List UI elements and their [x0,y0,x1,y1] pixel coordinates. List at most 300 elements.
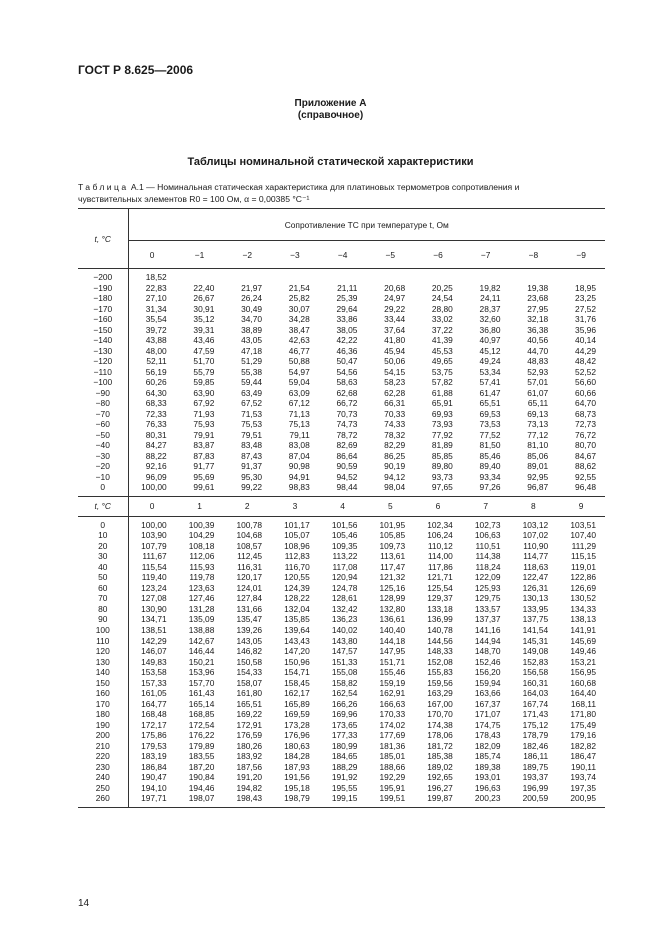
resistance-cell: 112,06 [189,551,215,562]
resistance-cell: 101,95 [379,519,406,530]
resistance-cell: 176,96 [284,730,310,741]
resistance-cell: 81,50 [479,440,501,451]
resistance-cell: 186,11 [523,751,549,762]
table-row [78,751,605,762]
table-row [78,741,605,752]
resistance-cell: 169,22 [236,709,263,720]
table-row [78,688,605,699]
resistance-cell: 113,22 [332,551,358,562]
temperature-cell: 150 [78,678,128,689]
temperature-cell: −200 [78,272,128,283]
resistance-cell: 136,61 [379,614,406,625]
temperature-cell: 0 [78,482,128,493]
resistance-cell: 80,31 [145,429,167,440]
resistance-cell: 69,53 [479,408,501,419]
resistance-cell: 118,63 [523,561,549,572]
table-row [78,335,605,346]
temperature-cell: 260 [78,793,128,804]
resistance-cell: 63,90 [193,387,215,398]
resistance-cell: 131,28 [188,603,215,614]
table-row [78,356,605,367]
resistance-cell: 139,64 [284,624,310,635]
resistance-cell: 127,46 [188,593,215,604]
resistance-cell: 176,22 [188,730,215,741]
table-row [78,346,605,357]
resistance-cell: 167,74 [522,698,549,709]
resistance-cell: 152,08 [427,656,453,667]
resistance-cell: 138,51 [141,624,167,635]
resistance-cell: 51,29 [241,356,263,367]
resistance-cell: 153,58 [141,667,167,678]
resistance-cell: 37,64 [384,324,406,335]
resistance-cell: 126,69 [570,582,596,593]
resistance-cell: 137,37 [474,614,501,625]
temperature-cell: −140 [78,335,128,346]
resistance-cell: 68,73 [575,408,596,419]
annex-kind: (справочное) [297,110,364,121]
table-row [78,530,605,541]
resistance-cell: 62,68 [336,387,358,398]
resistance-cell: 130,52 [570,593,596,604]
temperature-cell: 240 [78,772,128,783]
resistance-cell: 30,49 [241,303,263,314]
resistance-cell: 197,71 [141,793,167,804]
table-row [78,377,605,388]
resistance-cell: 102,73 [474,519,501,530]
resistance-cell: 103,90 [141,530,167,541]
resistance-cell: 46,36 [336,345,358,356]
resistance-cell: 37,22 [431,324,453,335]
resistance-cell: 167,00 [427,698,453,709]
resistance-cell: 65,11 [527,398,549,409]
column-header: 2 [223,496,271,516]
resistance-cell: 40,56 [527,335,549,346]
resistance-cell: 145,69 [570,635,596,646]
table-row [78,625,605,636]
resistance-cell: 49,65 [431,356,453,367]
resistance-cell: 140,78 [427,624,453,635]
resistance-cell: 57,01 [527,377,549,388]
resistance-cell: 150,58 [236,656,263,667]
resistance-cell: 77,52 [479,429,501,440]
resistance-cell: 67,52 [241,398,263,409]
resistance-cell: 80,70 [575,440,596,451]
resistance-cell: 119,78 [189,572,215,583]
resistance-cell: 165,51 [236,698,263,709]
resistance-cell: 64,70 [575,398,596,409]
resistance-cell: 178,06 [427,730,453,741]
resistance-cell: 50,06 [384,356,406,367]
table-row [78,667,605,678]
resistance-cell: 25,39 [336,293,358,304]
resistance-cell: 147,20 [284,646,310,657]
resistance-cell: 112,83 [284,551,310,562]
caption-line1: А.1 — Номинальная статическая характеристика для платиновых термометров сопротивления и [130,182,520,192]
resistance-cell: 140,02 [331,624,358,635]
resistance-cell: 88,62 [575,461,596,472]
resistance-cell: 104,29 [188,530,215,541]
resistance-cell: 109,35 [331,540,358,551]
table-row [78,646,605,657]
resistance-cell: 164,03 [522,688,549,699]
resistance-cell: 54,97 [288,366,310,377]
resistance-cell: 133,18 [427,603,453,614]
resistance-cell [366,272,414,283]
resistance-cell: 172,54 [188,719,215,730]
resistance-cell: 159,19 [379,677,406,688]
table-row [78,604,605,615]
resistance-cell: 73,53 [479,419,501,430]
temperature-cell: 80 [78,604,128,615]
resistance-cell: 142,67 [188,635,215,646]
column-header: 4 [319,496,367,516]
temperature-cell: 140 [78,667,128,678]
resistance-cell: 162,91 [379,688,406,699]
table-row [78,772,605,783]
resistance-cell: 115,93 [189,561,215,572]
resistance-cell: 130,90 [141,603,167,614]
resistance-cell: 128,99 [379,593,406,604]
resistance-cell: 197,35 [570,782,596,793]
resistance-cell: 45,94 [384,345,406,356]
resistance-cell: 181,72 [427,740,453,751]
resistance-cell: 143,43 [284,635,310,646]
temperature-cell: 170 [78,699,128,710]
resistance-cell: 61,07 [527,387,549,398]
resistance-cell: 51,70 [193,356,215,367]
resistance-cell: 161,43 [188,688,215,699]
resistance-cell: 108,96 [284,540,310,551]
resistance-cell: 87,04 [288,450,310,461]
resistance-cell: 122,47 [522,572,549,583]
resistance-cell: 116,70 [284,561,310,572]
resistance-cell: 41,39 [431,335,453,346]
resistance-cell: 45,12 [479,345,501,356]
table-row [78,283,605,294]
resistance-cell: 183,92 [236,751,263,762]
resistance-cell: 71,13 [288,408,310,419]
resistance-cell: 96,09 [145,471,167,482]
column-header: −9 [557,241,605,269]
resistance-cell: 60,66 [575,387,596,398]
resistance-cell: 70,73 [336,408,358,419]
resistance-cell: 196,63 [474,782,501,793]
resistance-cell: 29,64 [336,303,358,314]
resistance-cell: 180,99 [331,740,358,751]
resistance-cell: 108,18 [188,540,215,551]
table-caption [78,182,602,205]
resistance-cell [510,272,558,283]
resistance-cell: 100,78 [236,519,263,530]
resistance-cell: 100,00 [141,519,167,530]
column-header: −5 [366,241,414,269]
resistance-cell: 90,98 [288,461,310,472]
resistance-cell: 178,43 [474,730,501,741]
resistance-cell: 83,87 [193,440,215,451]
resistance-cell: 26,24 [241,293,263,304]
resistance-cell [462,272,510,283]
table-row [78,636,605,647]
resistance-cell: 66,72 [336,398,358,409]
resistance-cell: 127,84 [236,593,263,604]
resistance-cell: 22,40 [193,282,215,293]
resistance-cell: 97,26 [479,482,501,493]
resistance-cell: 107,40 [570,530,596,541]
column-header: 9 [557,496,605,516]
resistance-cell: 195,91 [379,782,406,793]
resistance-cell: 146,44 [188,646,215,657]
resistance-cell: 90,59 [336,461,358,472]
temperature-cell: −170 [78,304,128,315]
resistance-cell: 52,11 [146,356,167,367]
table-row [78,520,605,531]
resistance-cell: 152,46 [474,656,501,667]
resistance-cell: 40,14 [575,335,596,346]
table-row [78,419,605,430]
resistance-cell: 28,80 [431,303,453,314]
resistance-cell: 191,20 [236,772,263,783]
resistance-cell: 77,12 [527,429,549,440]
resistance-cell: 162,54 [331,688,358,699]
resistance-cell: 157,70 [188,677,215,688]
resistance-cell: 146,82 [236,646,263,657]
temperature-cell: −150 [78,325,128,336]
resistance-cell: 182,46 [522,740,549,751]
temperature-cell: −190 [78,283,128,294]
resistance-cell: 199,51 [379,793,406,804]
resistance-cell: 173,28 [284,719,310,730]
resistance-cell: 30,07 [288,303,310,314]
resistance-cell: 148,70 [474,646,501,657]
resistance-cell: 168,48 [141,709,167,720]
resistance-cell: 36,38 [527,324,549,335]
resistance-cell: 195,18 [284,782,310,793]
resistance-cell: 52,52 [575,366,596,377]
resistance-cell: 85,46 [479,450,501,461]
resistance-cell: 99,22 [241,482,263,493]
resistance-cell: 129,75 [474,593,501,604]
resistance-cell: 165,14 [188,698,215,709]
table-row [78,730,605,741]
resistance-cell: 89,40 [479,461,501,472]
resistance-cell: 32,18 [527,314,549,325]
resistance-cell: 43,05 [241,335,263,346]
resistance-cell: 182,82 [570,740,596,751]
resistance-cell: 124,78 [331,582,358,593]
resistance-cell: 75,53 [241,419,263,430]
resistance-cell: 26,67 [193,293,215,304]
resistance-cell: 40,97 [479,335,501,346]
resistance-cell: 114,77 [523,551,549,562]
temperature-cell: 0 [78,520,128,531]
annex-title: Приложение А [294,98,367,109]
neg-table-body [78,269,605,497]
table-row [78,367,605,378]
resistance-cell: 117,86 [427,561,453,572]
resistance-cell: 149,08 [522,646,549,657]
resistance-cell: 24,11 [480,293,501,304]
resistance-cell: 136,99 [427,614,453,625]
resistance-cell: 35,96 [575,324,596,335]
resistance-cell: 185,01 [379,751,406,762]
resistance-cell: 144,18 [379,635,406,646]
resistance-cell: 120,94 [331,572,358,583]
resistance-cell: 191,92 [331,772,358,783]
resistance-cell: 49,24 [479,356,501,367]
temperature-cell: 110 [78,636,128,647]
resistance-cell: 134,71 [141,614,167,625]
resistance-cell: 175,86 [141,730,167,741]
resistance-cell: 29,22 [384,303,406,314]
resistance-cell: 56,60 [575,377,596,388]
column-header: 3 [271,496,319,516]
resistance-cell: 168,11 [571,698,596,709]
resistance-cell: 110,12 [427,540,453,551]
resistance-cell: 200,23 [474,793,501,804]
resistance-cell: 190,47 [141,772,167,783]
span-header: Сопротивление ТС при температуре t, Ом [128,209,605,241]
resistance-cell: 69,93 [431,408,453,419]
resistance-cell: 188,66 [379,761,406,772]
resistance-cell: 81,89 [431,440,453,451]
resistance-cell: 109,73 [379,540,406,551]
table-row [78,562,605,573]
resistance-cell: 132,04 [284,603,310,614]
resistance-cell: 136,23 [331,614,358,625]
resistance-cell: 104,68 [236,530,263,541]
resistance-cell: 106,63 [474,530,501,541]
resistance-cell: 61,88 [431,387,453,398]
table-row [78,678,605,689]
resistance-cell: 199,15 [331,793,358,804]
resistance-cell: 38,05 [336,324,358,335]
resistance-cell: 38,89 [241,324,263,335]
pos-table-body [78,516,605,807]
resistance-cell: 20,68 [384,282,406,293]
temperature-cell: 60 [78,583,128,594]
table-row [78,293,605,304]
resistance-cell: 123,63 [188,582,215,593]
resistance-cell: 195,55 [331,782,358,793]
resistance-cell: 74,73 [336,419,358,430]
resistance-cell: 98,04 [384,482,406,493]
table-row [78,430,605,441]
temperature-cell: −120 [78,356,128,367]
resistance-cell: 58,63 [336,377,358,388]
caption-line2: чувствительных элементов R0 = 100 Ом, α = 0,00385 °C⁻¹ [78,193,310,204]
resistance-cell: 153,21 [570,656,596,667]
resistance-cell: 48,00 [145,345,167,356]
resistance-cell: 171,80 [570,709,596,720]
temperature-cell: 200 [78,730,128,741]
temperature-cell: −60 [78,419,128,430]
table-row [78,783,605,794]
table-row [78,762,605,773]
temperature-cell: 190 [78,720,128,731]
resistance-cell: 99,61 [193,482,215,493]
resistance-cell: 163,29 [427,688,453,699]
resistance-cell: 196,99 [522,782,549,793]
resistance-cell: 96,87 [527,482,549,493]
resistance-cell: 193,01 [474,772,501,783]
temperature-cell: 130 [78,657,128,668]
resistance-cell: 35,12 [193,314,215,325]
resistance-cell: 66,31 [384,398,406,409]
resistance-cell: 95,69 [193,471,215,482]
resistance-cell: 168,85 [188,709,215,720]
temperature-cell: −70 [78,409,128,420]
resistance-cell: 118,24 [475,561,501,572]
resistance-cell: 105,07 [284,530,310,541]
resistance-cell: 65,91 [431,398,453,409]
resistance-cell: 73,13 [527,419,549,430]
resistance-cell: 31,76 [575,314,596,325]
resistance-cell: 25,82 [288,293,310,304]
resistance-cell: 95,30 [241,471,263,482]
resistance-cell: 187,20 [188,761,215,772]
resistance-cell: 187,56 [236,761,263,772]
resistance-cell: 184,28 [284,751,310,762]
resistance-cell: 107,02 [522,530,549,541]
resistance-cell: 145,31 [522,635,549,646]
resistance-cell: 161,80 [236,688,263,699]
resistance-cell: 144,94 [474,635,501,646]
resistance-cell: 169,59 [284,709,310,720]
resistance-cell: 21,54 [288,282,310,293]
resistance-cell: 147,57 [331,646,358,657]
resistance-cell: 108,57 [236,540,263,551]
resistance-cell: 119,01 [571,561,596,572]
resistance-cell: 72,73 [575,419,596,430]
resistance-cell: 132,80 [379,603,406,614]
resistance-cell: 74,33 [384,419,406,430]
resistance-cell: 88,22 [145,450,167,461]
resistance-cell: 89,01 [527,461,549,472]
table-row [78,614,605,625]
resistance-cell: 103,51 [570,519,596,530]
resistance-cell: 150,96 [284,656,310,667]
resistance-cell: 154,71 [284,667,310,678]
resistance-cell: 33,86 [336,314,358,325]
resistance-cell: 122,86 [570,572,596,583]
resistance-cell: 94,52 [336,471,358,482]
resistance-cell: 152,83 [522,656,549,667]
resistance-cell: 33,44 [384,314,406,325]
column-header: 6 [414,496,462,516]
resistance-cell: 68,33 [145,398,167,409]
table-row [78,793,605,804]
resistance-cell: 54,15 [384,366,406,377]
resistance-cell: 172,91 [236,719,263,730]
resistance-cell: 35,54 [145,314,167,325]
resistance-cell: 86,64 [336,450,358,461]
resistance-cell: 133,57 [474,603,501,614]
resistance-cell: 78,32 [384,429,406,440]
resistance-cell: 43,46 [193,335,215,346]
temperature-cell: −30 [78,451,128,462]
resistance-cell: 129,37 [427,593,453,604]
resistance-cell: 170,33 [379,709,406,720]
resistance-cell: 148,33 [427,646,453,657]
temperature-cell: −110 [78,367,128,378]
resistance-cell: 101,56 [331,519,358,530]
table-row [78,325,605,336]
table-row [78,472,605,483]
resistance-cell: 112,45 [237,551,263,562]
resistance-cell: 98,83 [288,482,310,493]
temperature-cell: 220 [78,751,128,762]
resistance-cell: 199,87 [427,793,453,804]
